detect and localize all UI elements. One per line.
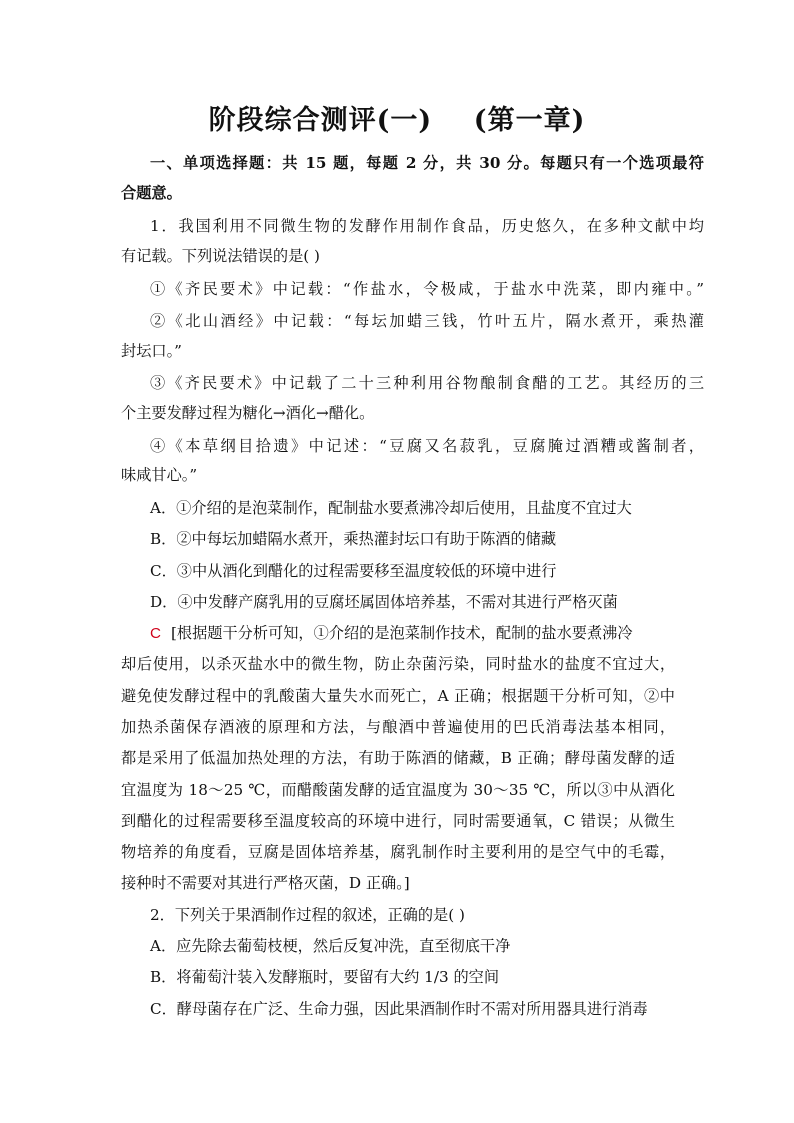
quote-2: ②《北山酒经》中记载：“每坛加蜡三钱，竹叶五片，隔水煮开，乘热灌 xyxy=(150,312,704,330)
explanation-line: 加热杀菌保存酒液的原理和方法，与酿酒中普遍使用的巴氏消毒法基本相同， xyxy=(121,718,675,736)
explanation-line: 宜温度为 18～25 ℃，而醋酸菌发酵的适宜温度为 30～35 ℃，所以③中从酒化 xyxy=(121,781,675,799)
quote-2-cont: 封坛口。” xyxy=(121,342,182,360)
question-1-stem-cont: 有记载。下列说法错误的是( ) xyxy=(121,247,320,265)
q2-option-b: B．将葡萄汁装入发酵瓶时，要留有大约 1/3 的空间 xyxy=(150,968,500,986)
quote-3-cont: 个主要发酵过程为糖化→酒化→醋化。 xyxy=(121,404,375,422)
q2-option-a: A．应先除去葡萄枝梗，然后反复冲洗，直至彻底干净 xyxy=(150,937,511,955)
q2-option-c: C．酵母菌存在广泛、生命力强，因此果酒制作时不需对所用器具进行消毒 xyxy=(150,1000,648,1018)
option-b: B．②中每坛加蜡隔水煮开，乘热灌封坛口有助于陈酒的储藏 xyxy=(150,530,557,548)
explanation-line: 物培养的角度看，豆腐是固体培养基，腐乳制作时主要利用的是空气中的毛霉， xyxy=(121,843,675,861)
explanation-line xyxy=(150,623,633,644)
section-heading: 一、单项选择题：共 15 题，每题 2 分，共 30 分。每题只有一个选项最符 xyxy=(150,154,704,172)
explanation-text: [根据题干分析可知，①介绍的是泡菜制作技术，配制的盐水要煮沸冷 xyxy=(170,624,633,642)
option-c: C．③中从酒化到醋化的过程需要移至温度较低的环境中进行 xyxy=(150,562,557,580)
explanation-line: 都是采用了低温加热处理的方法，有助于陈酒的储藏，B 正确；酵母菌发酵的适 xyxy=(121,749,675,767)
question-2-stem: 2．下列关于果酒制作过程的叙述，正确的是( ) xyxy=(150,906,465,924)
quote-4: ④《本草纲目拾遗》中记述：“豆腐又名菽乳，豆腐腌过酒糟或酱制者， xyxy=(150,437,704,455)
explanation-line: 接种时不需要对其进行严格灭菌，D 正确。] xyxy=(121,874,410,892)
explanation-line: 到醋化的过程需要移至温度较高的环境中进行，同时需要通氧，C 错误；从微生 xyxy=(121,812,675,830)
quote-4-cont: 味咸甘心。” xyxy=(121,466,198,484)
option-d: D．④中发酵产腐乳用的豆腐坯属固体培养基，不需对其进行严格灭菌 xyxy=(150,593,618,611)
answer-letter: C xyxy=(150,625,161,642)
section-heading-cont: 合题意。 xyxy=(121,184,182,202)
explanation-line: 避免使发酵过程中的乳酸菌大量失水而死亡，A 正确；根据题干分析可知，②中 xyxy=(121,687,675,705)
question-1-stem: 1．我国利用不同微生物的发酵作用制作食品，历史悠久，在多种文献中均 xyxy=(150,217,704,235)
option-a: A．①介绍的是泡菜制作，配制盐水要煮沸冷却后使用，且盐度不宜过大 xyxy=(150,499,632,517)
explanation-line: 却后使用，以杀灭盐水中的微生物，防止杂菌污染，同时盐水的盐度不宜过大， xyxy=(121,655,675,673)
quote-1: ①《齐民要术》中记载：“作盐水，令极咸，于盐水中洗菜，即内雍中。” xyxy=(150,280,704,298)
quote-3: ③《齐民要术》中记载了二十三种利用谷物酿制食醋的工艺。其经历的三 xyxy=(150,374,704,392)
page-title: 阶段综合测评(一) (第一章) xyxy=(208,105,586,136)
